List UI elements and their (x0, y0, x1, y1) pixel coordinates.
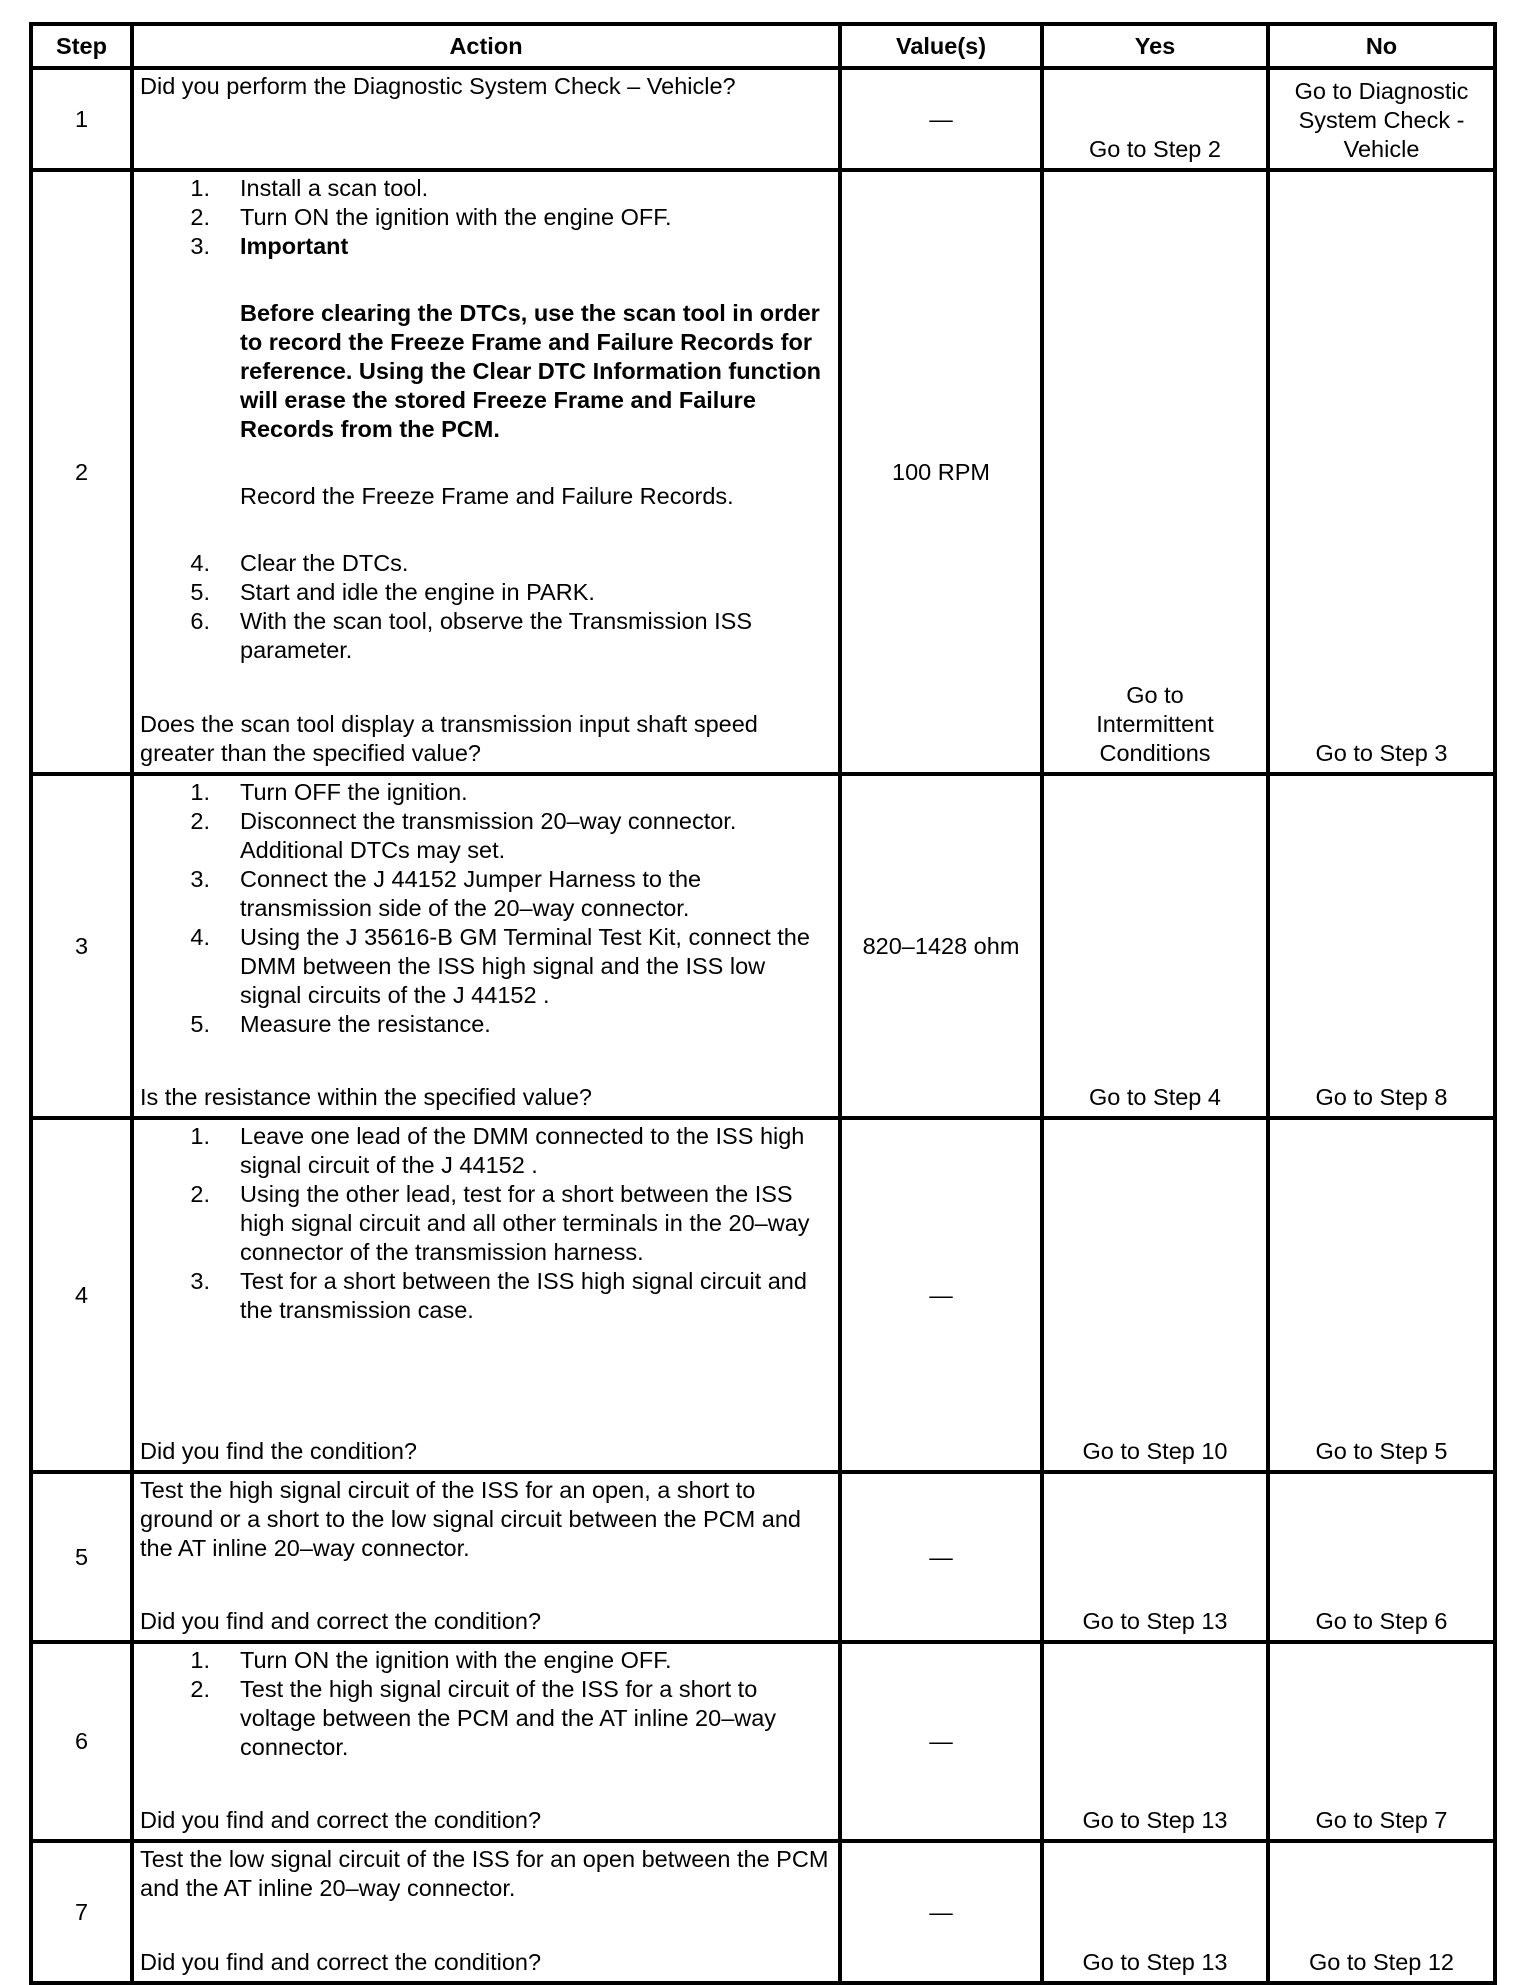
yes-cell: Go to Step 2 (1042, 68, 1268, 170)
list-item: 1. Install a scan tool. (190, 175, 429, 201)
action-text: Test the low signal circuit of the ISS for an open between the PCM and the AT inline 20–way connector. (140, 1846, 829, 1901)
action-cell (132, 68, 840, 170)
table-row (31, 1841, 1495, 1983)
action-cell (132, 1118, 840, 1472)
action-steps (140, 1646, 832, 1762)
action-question: Did you find the condition? (140, 1438, 417, 1464)
action-cell (132, 1642, 840, 1841)
list-item: 2. Turn ON the ignition with the engine OFF. (190, 204, 672, 230)
action-text: Did you perform the Diagnostic System Check – Vehicle? (140, 73, 736, 99)
list-item: 3. Test for a short between the ISS high signal circuit and the transmission case. (190, 1268, 807, 1323)
action-text: Test the high signal circuit of the ISS for an open, a short to ground or a short to the low signal circuit between the PCM and the AT inline 20–way connector. (140, 1477, 801, 1561)
no-cell: Go to Step 12 (1268, 1841, 1495, 1983)
no-cell: Go to Diagnostic System Check - Vehicle (1268, 68, 1495, 170)
list-item: 5. Start and idle the engine in PARK. (190, 579, 595, 605)
diagnostic-table (29, 22, 1497, 1985)
yes-cell: Go to Step 4 (1042, 774, 1268, 1118)
action-cell (132, 774, 840, 1118)
important-note: Before clearing the DTCs, use the scan tool in order to record the Freeze Frame and Failure Records for reference. Using the Clear DTC Information function will erase the stored Freeze Frame and Failure Records from the PCM. (240, 300, 822, 442)
value-cell: 820–1428 ohm (840, 774, 1042, 1118)
header-no: No (1268, 24, 1495, 68)
action-steps (140, 1122, 832, 1325)
table-row (31, 1642, 1495, 1841)
step-number: 7 (31, 1841, 132, 1983)
yes-cell: Go to Step 13 (1042, 1472, 1268, 1642)
yes-cell: Go to Step 10 (1042, 1118, 1268, 1472)
no-cell: Go to Step 7 (1268, 1642, 1495, 1841)
action-question: Is the resistance within the specified value? (140, 1084, 592, 1110)
list-item: 1. Turn ON the ignition with the engine OFF. (190, 1647, 672, 1673)
table-row (31, 170, 1495, 774)
action-question: Does the scan tool display a transmission input shaft speed greater than the specified value? (140, 711, 758, 766)
action-steps (140, 778, 832, 1039)
action-steps (140, 174, 832, 261)
diagnostic-document (29, 22, 1497, 1985)
list-item: 2. Test the high signal circuit of the ISS for a short to voltage between the PCM and the AT inline 20–way connector. (190, 1676, 777, 1760)
no-cell: Go to Step 6 (1268, 1472, 1495, 1642)
step-number: 4 (31, 1118, 132, 1472)
header-yes: Yes (1042, 24, 1268, 68)
header-action: Action (132, 24, 840, 68)
list-item: 5. Measure the resistance. (190, 1011, 491, 1037)
value-cell: — (840, 68, 1042, 170)
action-cell (132, 170, 840, 774)
list-item: 2. Using the other lead, test for a short between the ISS high signal circuit and all other terminals in the 20–way connector of the transmission harness. (190, 1181, 810, 1265)
table-row (31, 1472, 1495, 1642)
value-cell: — (840, 1642, 1042, 1841)
yes-cell: Go to Step 13 (1042, 1841, 1268, 1983)
table-row (31, 68, 1495, 170)
list-item: 3. Important (190, 233, 349, 259)
no-cell: Go to Step 8 (1268, 774, 1495, 1118)
list-item: 2. Disconnect the transmission 20–way connector. Additional DTCs may set. (190, 808, 737, 863)
header-row (31, 24, 1495, 68)
list-item: 6. With the scan tool, observe the Transmission ISS parameter. (190, 608, 753, 663)
action-question: Did you find and correct the condition? (140, 1807, 542, 1833)
no-cell: Go to Step 3 (1268, 170, 1495, 774)
table-row (31, 1118, 1495, 1472)
list-item: 4. Using the J 35616-B GM Terminal Test Kit, connect the DMM between the ISS high signal and the ISS low signal circuits of the J 44152 . (190, 924, 810, 1008)
no-cell: Go to Step 5 (1268, 1118, 1495, 1472)
yes-cell: Go to Step 13 (1042, 1642, 1268, 1841)
value-cell: — (840, 1118, 1042, 1472)
step-number: 3 (31, 774, 132, 1118)
yes-cell: Go to Intermittent Conditions (1042, 170, 1268, 774)
list-item: 3. Connect the J 44152 Jumper Harness to the transmission side of the 20–way connector. (190, 866, 702, 921)
step-number: 5 (31, 1472, 132, 1642)
list-item: 1. Leave one lead of the DMM connected to the ISS high signal circuit of the J 44152 . (190, 1123, 805, 1178)
action-cell (132, 1472, 840, 1642)
header-values: Value(s) (840, 24, 1042, 68)
action-steps (140, 549, 832, 665)
value-cell: — (840, 1472, 1042, 1642)
header-step: Step (31, 24, 132, 68)
action-cell (132, 1841, 840, 1983)
value-cell: — (840, 1841, 1042, 1983)
action-question: Did you find and correct the condition? (140, 1949, 542, 1975)
step-number: 2 (31, 170, 132, 774)
list-item: 4. Clear the DTCs. (190, 550, 409, 576)
action-question: Did you find and correct the condition? (140, 1608, 542, 1634)
table-row (31, 774, 1495, 1118)
record-note: Record the Freeze Frame and Failure Records. (240, 483, 734, 509)
value-cell: 100 RPM (840, 170, 1042, 774)
step-number: 6 (31, 1642, 132, 1841)
step-number: 1 (31, 68, 132, 170)
list-item: 1. Turn OFF the ignition. (190, 779, 468, 805)
